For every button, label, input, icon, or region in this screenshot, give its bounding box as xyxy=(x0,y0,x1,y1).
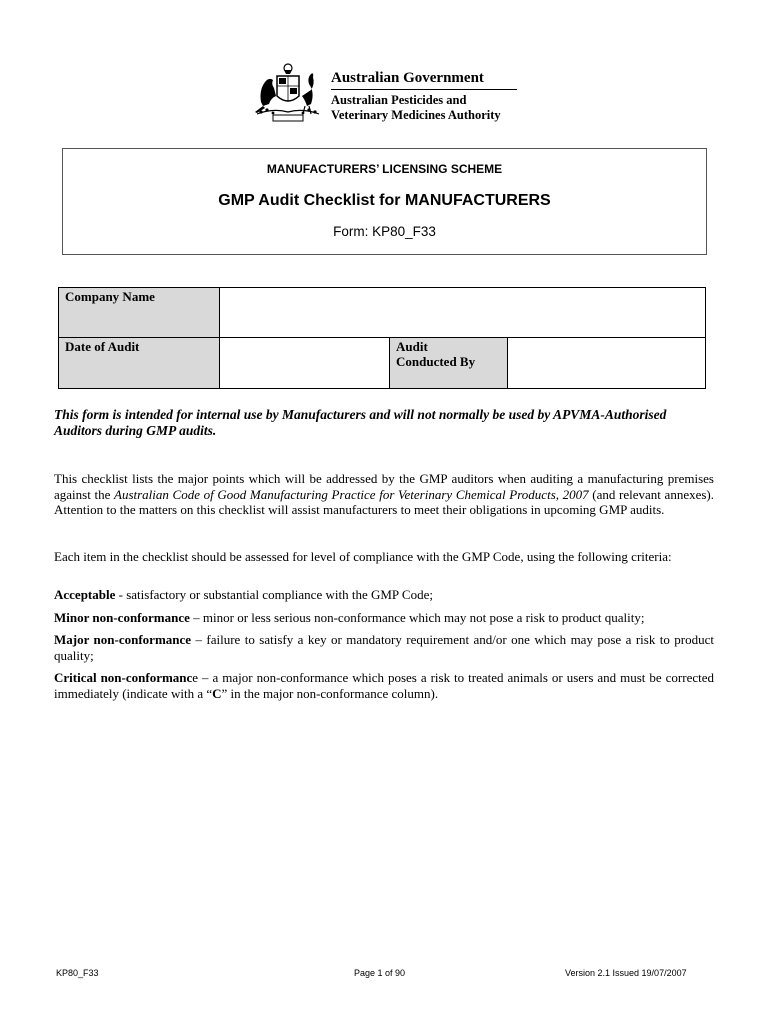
criterion-minor xyxy=(54,610,714,626)
major-term: Major non-conformance xyxy=(54,632,192,647)
acceptable-text: - satisfactory or substantial compliance with the GMP Code; xyxy=(115,587,433,602)
minor-term: Minor non-conformance xyxy=(54,610,190,625)
footer-page-number: Page 1 of 90 xyxy=(354,968,406,978)
audit-label-line1: Audit xyxy=(396,339,428,354)
agency-name-line2: Veterinary Medicines Authority xyxy=(331,108,501,122)
footer-form-code: KP80_F33 xyxy=(56,968,99,978)
audit-conducted-by-label xyxy=(390,338,508,388)
intro-paragraph xyxy=(54,471,714,518)
date-of-audit-label: Date of Audit xyxy=(59,338,220,388)
coat-of-arms-icon xyxy=(249,62,327,124)
criterion-critical xyxy=(54,670,714,701)
critical-term: Critical non-conformanc xyxy=(54,670,193,685)
title-box xyxy=(62,148,707,255)
government-name: Australian Government xyxy=(331,70,484,86)
agency-header xyxy=(249,62,524,128)
company-name-label: Company Name xyxy=(59,288,220,338)
criterion-acceptable xyxy=(54,587,714,603)
critical-text-1: e – a major non-conformance which poses a risk to treated animals or users and must be corrected immediately (indicate with a “ xyxy=(54,670,714,701)
code-title: Australian Code of Good Manufacturing Practice for Veterinary Chemical Products, 2007 xyxy=(114,486,589,502)
critical-text-2: ” in the major non-conformance column). xyxy=(221,685,439,701)
agency-name-line1: Australian Pesticides and xyxy=(331,93,467,107)
document-title: GMP Audit Checklist for MANUFACTURERS xyxy=(218,192,551,209)
audit-conducted-by-field[interactable] xyxy=(508,338,705,388)
critical-c-letter: C xyxy=(212,685,222,701)
scheme-heading: MANUFACTURERS’ LICENSING SCHEME xyxy=(266,162,503,176)
intro-text-after: (and relevant annexes). Attention to the matters on this checklist will assist manufacturers to meet their obligations in upcoming GMP audits. xyxy=(54,486,714,517)
criteria-intro-paragraph: Each item in the checklist should be assessed for level of compliance with the GMP Code, using the following criteria: xyxy=(54,549,672,564)
audit-label-line2: Conducted By xyxy=(396,354,476,369)
date-of-audit-field[interactable] xyxy=(220,338,390,388)
acceptable-term: Acceptable xyxy=(54,587,116,602)
major-text: – failure to satisfy a key or mandatory requirement and/or one which may pose a risk to product quality; xyxy=(54,632,714,663)
criterion-major xyxy=(54,632,714,663)
minor-text: – minor or less serious non-conformance which may not pose a risk to product quality; xyxy=(189,610,645,625)
form-number: Form: KP80_F33 xyxy=(333,224,436,239)
header-rule xyxy=(331,89,517,90)
company-name-field[interactable] xyxy=(220,288,705,338)
intro-text-before: This checklist lists the major points which will be addressed by the GMP auditors when auditing a manufacturing premises against the xyxy=(54,471,714,502)
audit-info-table xyxy=(58,287,706,389)
internal-use-note: This form is intended for internal use by Manufacturers and will not normally be used by APVMA-Authorised Auditors during GMP audits. xyxy=(54,407,667,438)
footer-version: Version 2.1 Issued 19/07/2007 xyxy=(565,968,687,978)
